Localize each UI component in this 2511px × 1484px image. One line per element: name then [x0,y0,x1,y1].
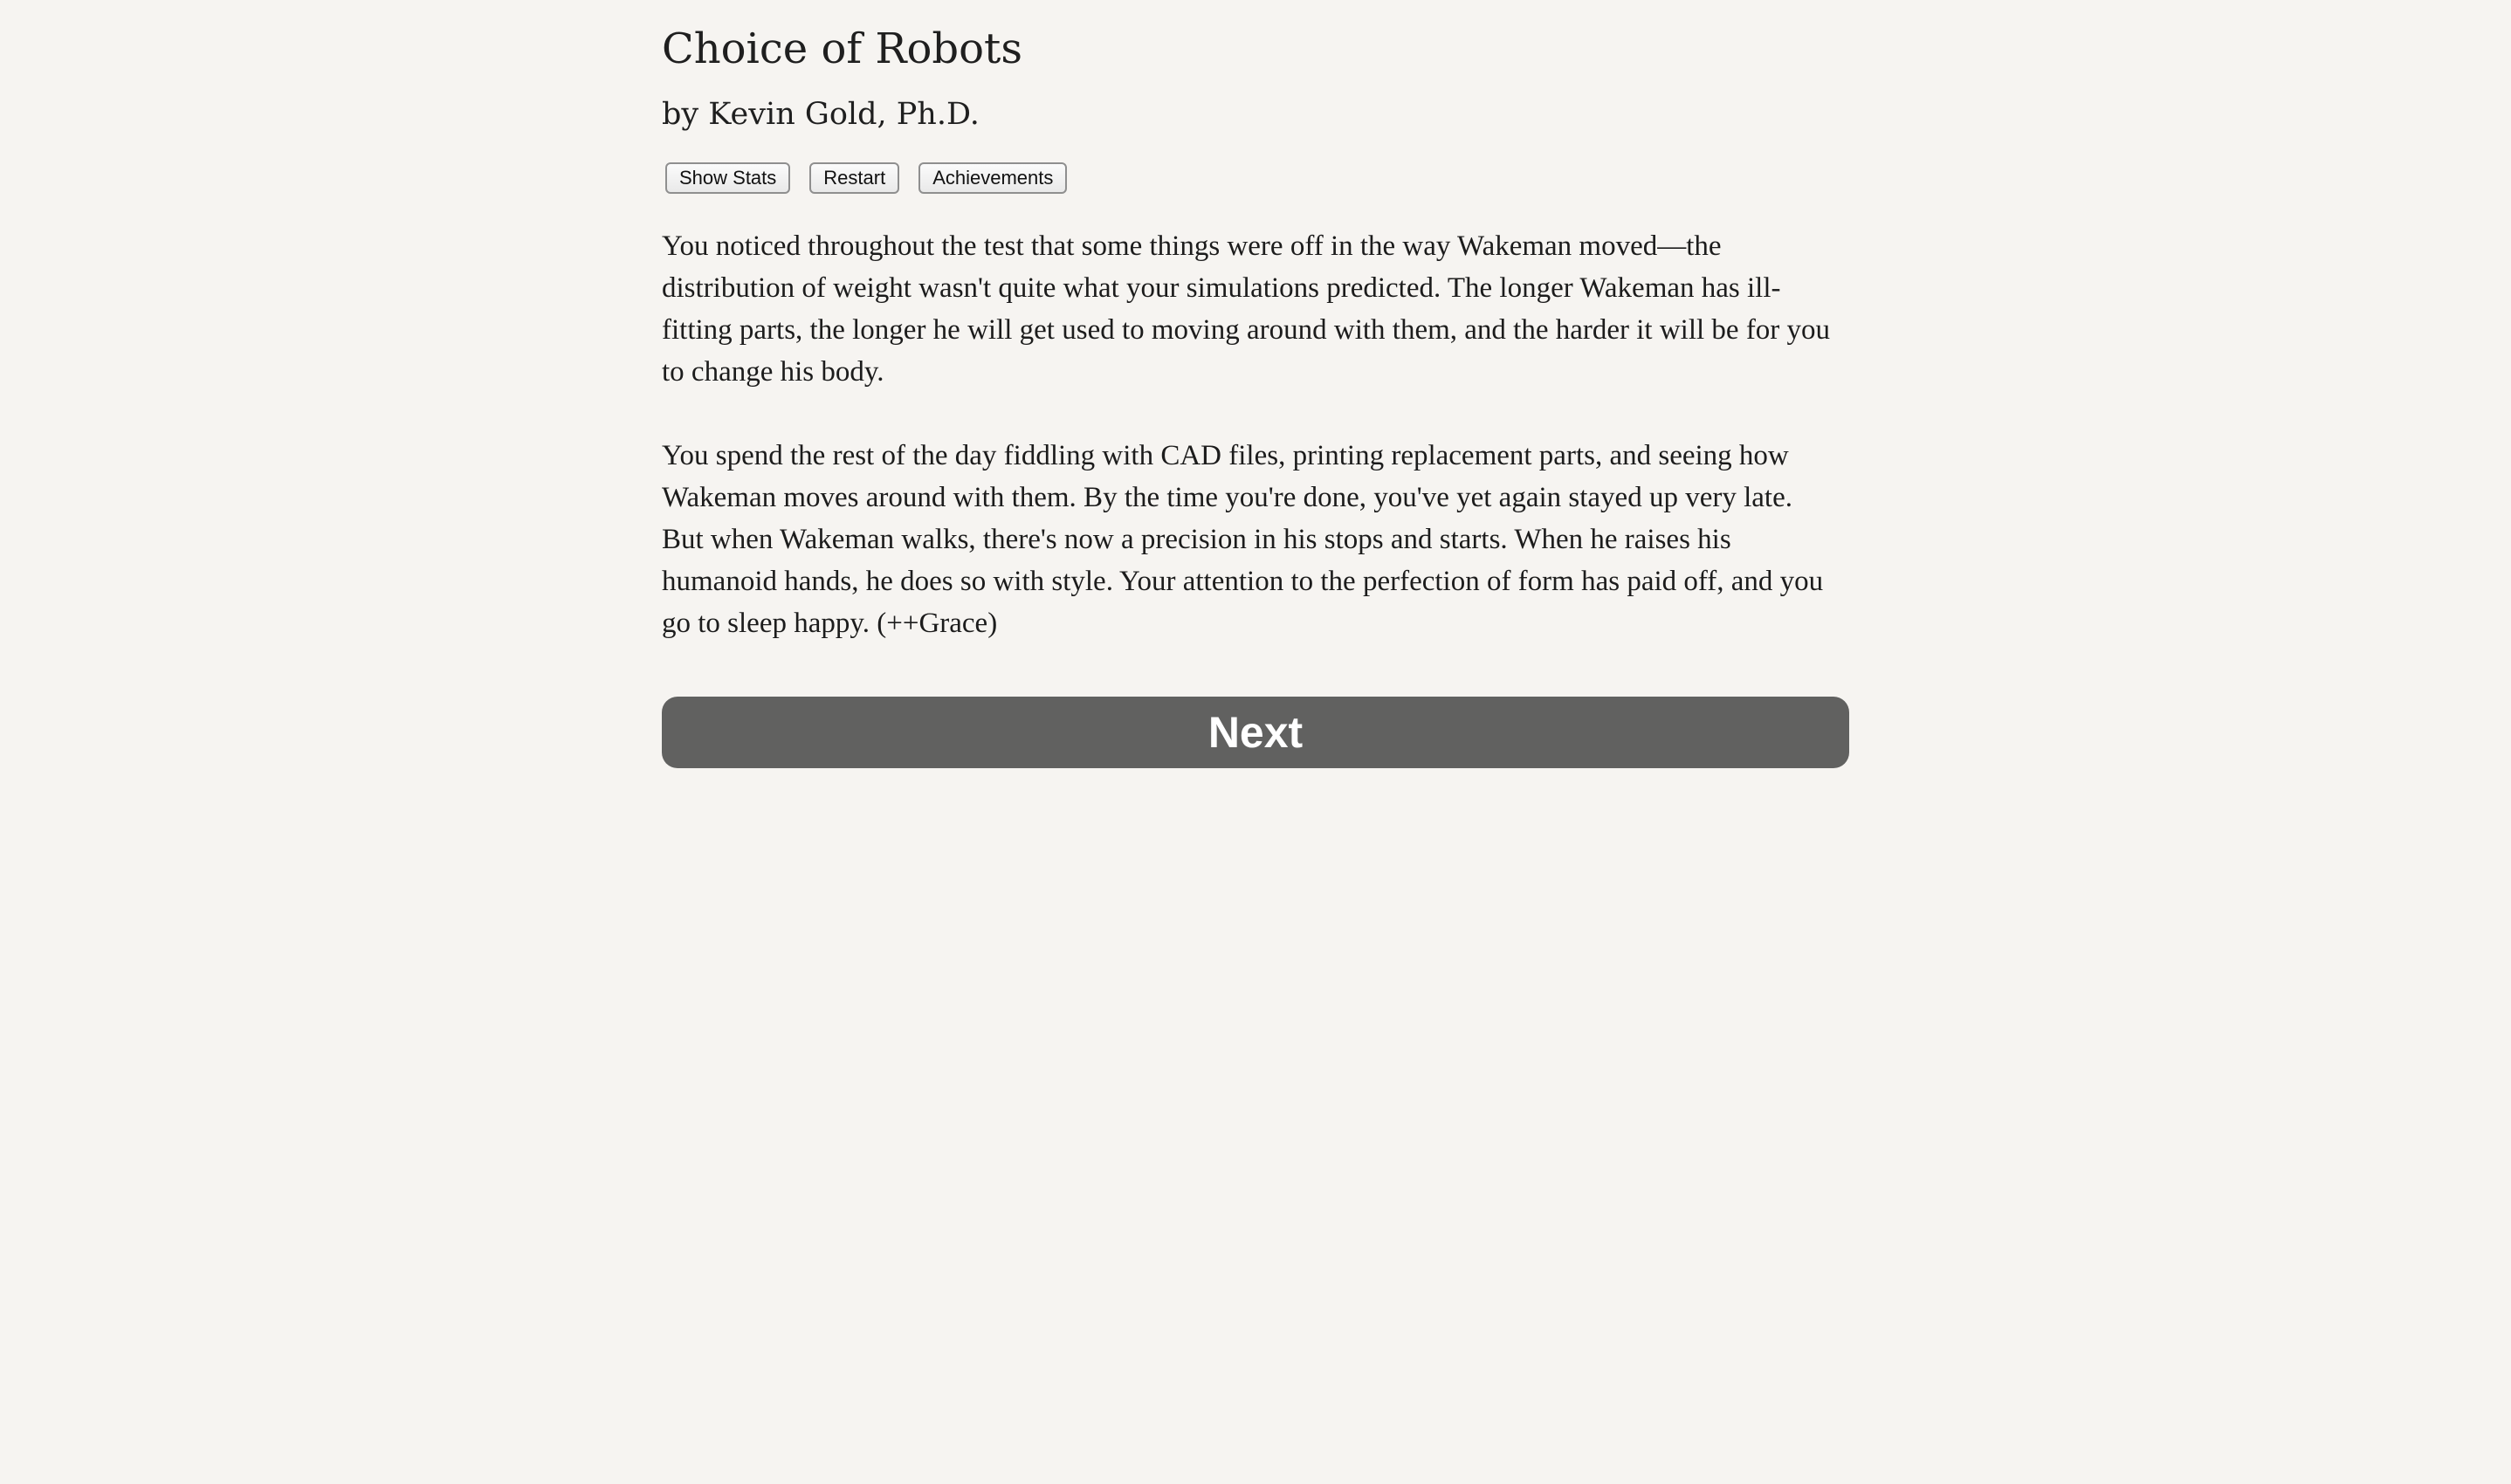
next-button[interactable]: Next [662,697,1849,768]
achievements-button[interactable]: Achievements [918,162,1067,194]
game-title: Choice of Robots [662,24,1022,73]
story-paragraph: You spend the rest of the day fiddling with CAD files, printing replacement parts, and seeing how Wakeman moves around with them. By the time you're done, you've yet again stayed up very late. But when Wakeman walks, there's now a precision in his stops and starts. When he raises his humanoid hands, he does so with style. Your attention to the perfection of form has paid off, and you go to sleep happy. (++Grace) [662,440,1824,639]
story-text [662,225,1849,644]
show-stats-button[interactable]: Show Stats [665,162,790,194]
toolbar [662,161,1849,196]
author-line: by Kevin Gold, Ph.D. [662,97,980,132]
main-content [662,16,1849,686]
restart-button[interactable]: Restart [809,162,899,194]
story-paragraph: You noticed throughout the test that some things were off in the way Wakeman moved—the distribution of weight wasn't quite what your simulations predicted. The longer Wakeman has ill-fitting parts, the longer he will get used to moving around with them, and the harder it will be for you to change his body. [662,230,1831,388]
